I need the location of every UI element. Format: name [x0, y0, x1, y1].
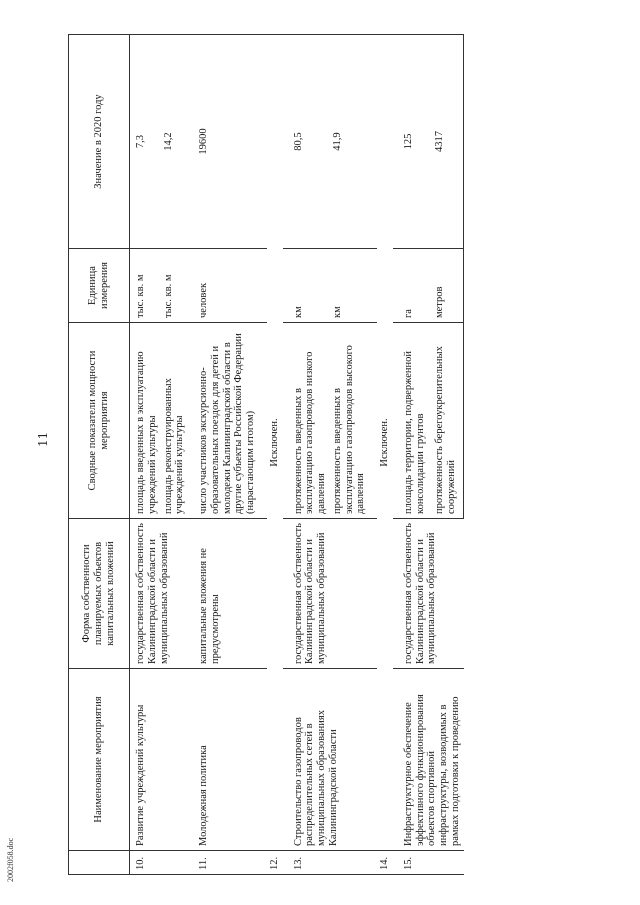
indicator-unit: тыс. кв. м: [161, 249, 189, 323]
indicator-text: протяженность берегоукрепительных сооружений: [432, 323, 464, 519]
indicator-unit: км: [330, 249, 369, 323]
measure-name: Инфраструктурное обеспечение эффективного функционирования объектов спортивной инфраструктуры, возводимых в рамках подготовки к проведению: [401, 669, 464, 851]
measure-name: Строительство газопроводов распределительных сетей в муниципальных образованиях Калининградской области: [291, 669, 370, 851]
ownership-form: капитальные вложения не предусмотрены: [196, 519, 259, 669]
measure-name: Молодежная политика: [196, 669, 259, 851]
ownership-form: государственная собственность Калининградской области и муниципальных образований: [130, 519, 189, 669]
table-row: [377, 35, 393, 875]
row-number: 13.: [291, 851, 370, 875]
indicator-text: площадь территории, подверженной консолидации грунтов: [401, 323, 432, 519]
indicator-unit: тыс. кв. м: [130, 249, 161, 323]
header-value: Значение в 2020 году: [69, 35, 130, 249]
indicator-value: 7,3: [130, 35, 161, 249]
header-name: Наименование мероприятия: [69, 669, 130, 851]
indicator-value: 19600: [196, 35, 259, 249]
header-form: Форма собственности планируемых объектов капитальных вложений: [69, 519, 130, 669]
indicator-text: протяженность введенных в эксплуатацию газопроводов высокого давления: [330, 323, 369, 519]
row-number: 15.: [401, 851, 464, 875]
row-number: 10.: [130, 851, 189, 875]
header-unit: Единица измерения: [69, 249, 130, 323]
indicator-value: 80,5: [291, 35, 330, 249]
row-number: 12.: [267, 851, 283, 875]
indicator-text: площадь реконструированных учреждений культуры: [161, 323, 189, 519]
rotated-table-container: [68, 35, 618, 875]
indicator-unit: км: [291, 249, 330, 323]
row-number: 14.: [377, 851, 393, 875]
indicator-value: 125: [401, 35, 432, 249]
page-number: 11: [36, 431, 50, 447]
indicator-text: площадь введенных в эксплуатацию учреждений культуры: [130, 323, 161, 519]
measure-name: Развитие учреждений культуры: [130, 669, 189, 851]
ownership-form: государственная собственность Калининградской области и муниципальных образований: [291, 519, 370, 669]
ownership-form: государственная собственность Калининградской области и муниципальных образований: [401, 519, 464, 669]
excluded-note: Исключен.: [377, 35, 393, 851]
indicator-value: 4317: [432, 35, 464, 249]
table-row: [130, 35, 161, 875]
file-name-footer: 2002f058.doc: [6, 837, 15, 882]
indicator-unit: метров: [432, 249, 464, 323]
table-row: [291, 35, 330, 875]
header-indicators: Сводные показатели мощности мероприятия: [69, 323, 130, 519]
header-num: [69, 851, 130, 875]
indicator-unit: человек: [196, 249, 259, 323]
table-row: [267, 35, 283, 875]
indicator-value: 41,9: [330, 35, 369, 249]
indicator-unit: га: [401, 249, 432, 323]
indicator-text: протяженность введенных в эксплуатацию газопроводов низкого давления: [291, 323, 330, 519]
row-number: 11.: [196, 851, 259, 875]
table-row: [401, 35, 432, 875]
table-header-row: [69, 35, 130, 875]
measures-table: [68, 34, 464, 875]
table-row: [196, 35, 259, 875]
indicator-value: 14,2: [161, 35, 189, 249]
excluded-note: Исключен.: [267, 35, 283, 851]
indicator-text: число участников экскурсионно-образовательных поездок для детей и молодежи Калининградской области в другие субъекты Российской Федерации (нарастающим итогом): [196, 323, 259, 519]
